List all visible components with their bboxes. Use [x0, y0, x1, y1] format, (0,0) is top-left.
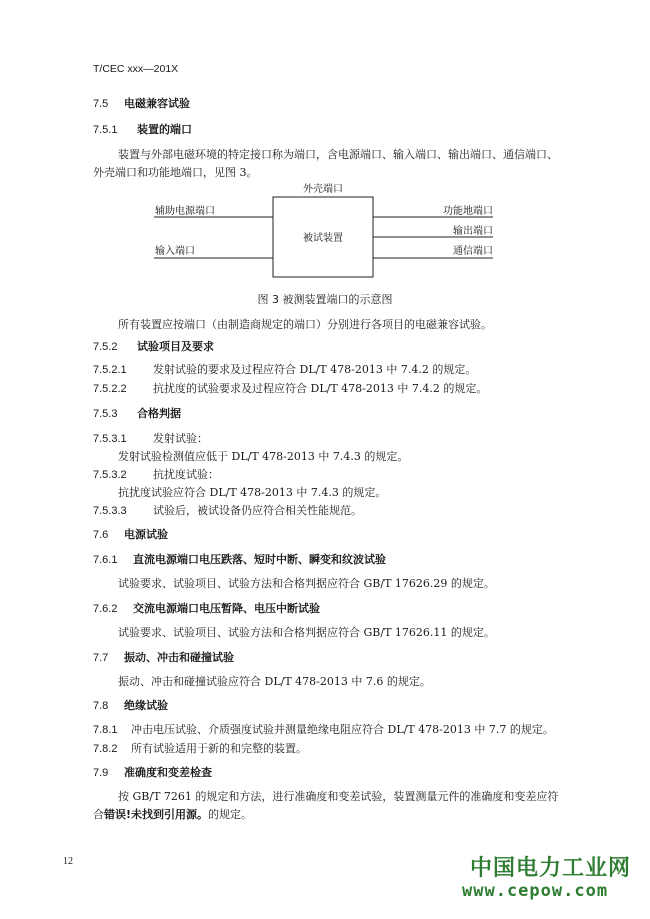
section-number: 7.6.1	[93, 554, 118, 566]
clause-text: 试验后，被试设备仍应符合相关性能规范。	[153, 504, 362, 517]
clause-7-5-2-2	[93, 380, 487, 396]
clause-text: 抗扰度的试验要求及过程应符合 DL/T 478-2013 中 7.4.2 的规定。	[153, 382, 488, 395]
section-title: 装置的端口	[137, 123, 192, 136]
section-title: 直流电源端口电压跌落、短时中断、瞬变和纹波试验	[133, 553, 386, 566]
clause-number: 7.8.1	[93, 724, 118, 736]
paragraph-vibration-test: 振动、冲击和碰撞试验应符合 DL/T 478-2013 中 7.6 的规定。	[118, 675, 431, 688]
section-title: 试验项目及要求	[137, 340, 214, 353]
clause-number: 7.5.2.1	[93, 364, 127, 376]
text-fragment: 合	[93, 808, 104, 821]
clause-number: 7.5.2.2	[93, 383, 127, 395]
standard-code-header: T/CEC xxx—201X	[93, 63, 179, 75]
section-7-6-2-heading	[93, 600, 320, 616]
communication-port-label: 通信端口	[453, 246, 493, 257]
clause-7-8-1	[93, 721, 554, 737]
device-under-test-label: 被试装置	[303, 233, 343, 244]
paragraph-ports-line1: 装置与外部电磁环境的特定接口称为端口，含电源端口、输入端口、输出端口、通信端口、	[118, 148, 558, 161]
section-number: 7.5.2	[93, 341, 118, 353]
section-number: 7.7	[93, 652, 109, 664]
paragraph-emission-criterion: 发射试验检测值应低于 DL/T 478-2013 中 7.4.3 的规定。	[118, 450, 409, 463]
clause-7-5-2-1	[93, 361, 476, 377]
paragraph-immunity-criterion: 抗扰度试验应符合 DL/T 478-2013 中 7.4.3 的规定。	[118, 486, 387, 499]
broken-reference-error: 错误!未找到引用源。	[104, 808, 209, 821]
section-number: 7.6	[93, 529, 109, 541]
clause-number: 7.5.3.1	[93, 433, 127, 445]
section-7-9-heading	[93, 764, 212, 780]
text-fragment: 的规定。	[208, 808, 253, 821]
section-7-6-1-heading	[93, 551, 386, 567]
input-port-label: 输入端口	[155, 246, 195, 257]
section-title: 准确度和变差检查	[124, 766, 212, 779]
section-title: 振动、冲击和碰撞试验	[124, 651, 234, 664]
watermark-url: www.cepow.com	[462, 881, 609, 901]
output-port-label: 输出端口	[453, 226, 493, 237]
aux-power-port-label: 辅助电源端口	[155, 206, 215, 217]
clause-text: 发射试验的要求及过程应符合 DL/T 478-2013 中 7.4.2 的规定。	[153, 363, 477, 376]
section-7-6-heading	[93, 526, 168, 542]
functional-earth-port-label: 功能地端口	[443, 206, 493, 217]
clause-text: 发射试验：	[153, 432, 208, 445]
enclosure-port-label: 外壳端口	[303, 184, 343, 195]
section-number: 7.6.2	[93, 603, 118, 615]
section-title: 绝缘试验	[124, 699, 168, 712]
section-title: 电磁兼容试验	[124, 97, 190, 110]
paragraph-ports-line2: 外壳端口和功能地端口，见图 3。	[93, 166, 258, 179]
section-number: 7.8	[93, 700, 109, 712]
section-7-5-heading	[93, 95, 190, 111]
clause-7-8-2	[93, 740, 307, 756]
section-title: 交流电源端口电压暂降、电压中断试验	[133, 602, 320, 615]
section-7-8-heading	[93, 697, 168, 713]
paragraph-port-testing: 所有装置应按端口（由制造商规定的端口）分别进行各项目的电磁兼容试验。	[118, 318, 492, 331]
paragraph-accuracy-line2	[93, 806, 252, 822]
section-7-5-3-heading	[93, 405, 181, 421]
clause-7-5-3-3	[93, 502, 362, 518]
clause-number: 7.5.3.2	[93, 469, 127, 481]
clause-7-5-3-1	[93, 430, 208, 446]
watermark-site-name: 中国电力工业网	[470, 856, 632, 881]
section-number: 7.5.3	[93, 408, 118, 420]
clause-7-5-3-2	[93, 466, 219, 482]
section-7-7-heading	[93, 649, 234, 665]
port-diagram	[140, 181, 500, 286]
section-number: 7.9	[93, 767, 109, 779]
paragraph-dc-power-test: 试验要求、试验项目、试验方法和合格判据应符合 GB/T 17626.29 的规定。	[118, 577, 495, 590]
section-number: 7.5.1	[93, 124, 118, 136]
paragraph-ac-power-test: 试验要求、试验项目、试验方法和合格判据应符合 GB/T 17626.11 的规定。	[118, 626, 495, 639]
section-title: 合格判据	[137, 407, 181, 420]
clause-text: 抗扰度试验：	[153, 468, 219, 481]
clause-number: 7.8.2	[93, 743, 118, 755]
clause-number: 7.5.3.3	[93, 505, 127, 517]
page-number: 12	[63, 856, 73, 867]
clause-text: 冲击电压试验、介质强度试验并测量绝缘电阻应符合 DL/T 478-2013 中 7.7 的规定。	[131, 723, 554, 736]
figure-caption: 图 3 被测装置端口的示意图	[257, 293, 393, 306]
section-7-5-2-heading	[93, 338, 214, 354]
section-title: 电源试验	[124, 528, 168, 541]
section-number: 7.5	[93, 98, 109, 110]
section-7-5-1-heading	[93, 121, 192, 137]
clause-text: 所有试验适用于新的和完整的装置。	[131, 742, 307, 755]
paragraph-accuracy-line1: 按 GB/T 7261 的规定和方法，进行准确度和变差试验，装置测量元件的准确度和变差应符	[118, 790, 559, 803]
